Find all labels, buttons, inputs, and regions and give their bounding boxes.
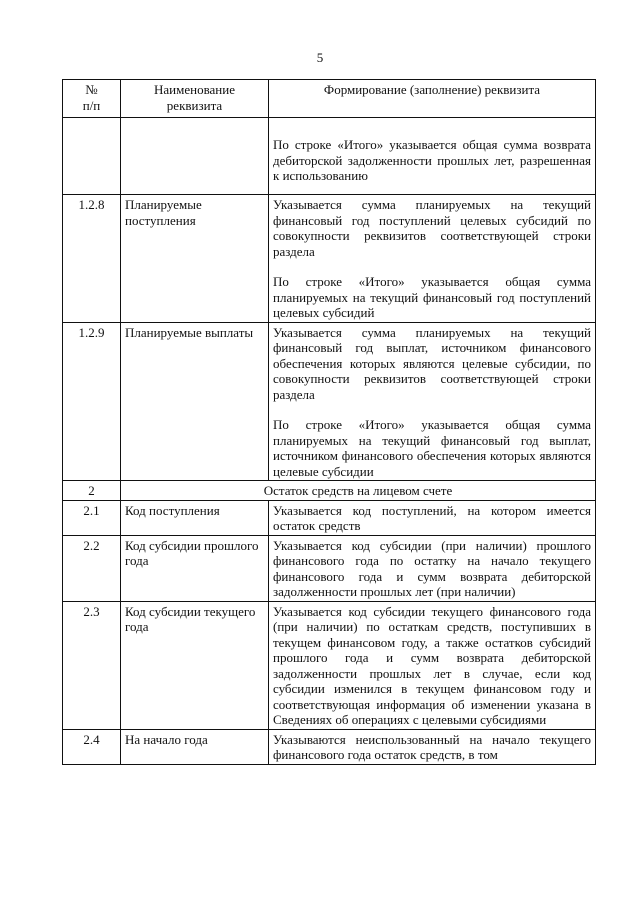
row-name bbox=[121, 118, 269, 195]
table-row bbox=[63, 729, 596, 764]
table-row bbox=[63, 535, 596, 601]
row-name: Планируемые выплаты bbox=[121, 322, 269, 481]
section-number: 2 bbox=[63, 481, 121, 501]
row-description bbox=[269, 195, 596, 323]
row-description-paragraph: Указывается код поступлений, на котором имеется остаток средств bbox=[273, 502, 591, 533]
row-number bbox=[63, 118, 121, 195]
row-description-paragraph: Указывается код субсидии текущего финансового года (при наличии) по остаткам средств, поступивших в текущем финансовом году, а также остатков субсидий прошлого года и сумм возврата дебиторской задолженности прошлых лет в случае, если код субсидии изменился в текущем финансовом году и соответствующая информация об изменении указана в Сведениях об операциях с целевыми субсидиями bbox=[273, 603, 591, 727]
header-name-line2: реквизита bbox=[166, 97, 223, 113]
page-number: 5 bbox=[316, 50, 324, 65]
row-number: 1.2.9 bbox=[63, 322, 121, 481]
row-description-paragraph: Указывается сумма планируемых на текущий финансовый год выплат, источником финансового обеспечения которых являются целевые субсидии, по совокупности реквизитов соответствующей строки раздела bbox=[273, 324, 591, 402]
header-name bbox=[121, 80, 269, 118]
row-description bbox=[269, 118, 596, 195]
table-row bbox=[63, 322, 596, 481]
table-row bbox=[63, 195, 596, 323]
row-number: 2.2 bbox=[63, 535, 121, 601]
row-number: 2.3 bbox=[63, 601, 121, 729]
row-description-paragraph: Указываются неиспользованный на начало текущего финансового года остаток средств, в том bbox=[273, 731, 591, 762]
row-name: Код субсидии текущего года bbox=[121, 601, 269, 729]
header-name-line1: Наименование bbox=[154, 82, 235, 97]
requisites-table bbox=[62, 79, 596, 765]
row-number: 1.2.8 bbox=[63, 195, 121, 323]
row-description bbox=[269, 535, 596, 601]
row-number: 2.1 bbox=[63, 500, 121, 535]
table-row bbox=[63, 500, 596, 535]
row-description bbox=[269, 322, 596, 481]
row-name: Код субсидии прошлого года bbox=[121, 535, 269, 601]
row-name: Код поступления bbox=[121, 500, 269, 535]
row-description-paragraph: По строке «Итого» указывается общая сумма планируемых на текущий финансовый год выплат, источником финансового обеспечения которых являются целевые субсидии bbox=[273, 417, 591, 479]
row-description-paragraph: По строке «Итого» указывается общая сумма возврата дебиторской задолженности прошлых лет, разрешенная к использованию bbox=[273, 137, 591, 183]
row-description bbox=[269, 500, 596, 535]
table-row bbox=[63, 118, 596, 195]
row-description-paragraph: Указывается код субсидии (при наличии) прошлого финансового года по остатку на начало текущего финансового года и сумм возврата дебиторской задолженности прошлых лет (при наличии) bbox=[273, 537, 591, 599]
row-description-paragraph: Указывается сумма планируемых на текущий финансовый год поступлений целевых субсидий по совокупности реквизитов соответствующей строки раздела bbox=[273, 197, 591, 259]
header-number bbox=[63, 80, 121, 118]
row-description bbox=[269, 729, 596, 764]
header-formation: Формирование (заполнение) реквизита bbox=[269, 80, 596, 118]
section-row bbox=[63, 481, 596, 501]
row-number: 2.4 bbox=[63, 729, 121, 764]
section-title: Остаток средств на лицевом счете bbox=[121, 481, 596, 501]
header-number-line1: № bbox=[85, 82, 98, 97]
row-description-paragraph: По строке «Итого» указывается общая сумма планируемых на текущий финансовый год поступлений целевых субсидий bbox=[273, 274, 591, 320]
header-number-line2: п/п bbox=[82, 97, 101, 113]
table-header-row bbox=[63, 80, 596, 118]
row-name: На начало года bbox=[121, 729, 269, 764]
row-description bbox=[269, 601, 596, 729]
table-row bbox=[63, 601, 596, 729]
row-name: Планируемые поступления bbox=[121, 195, 269, 323]
